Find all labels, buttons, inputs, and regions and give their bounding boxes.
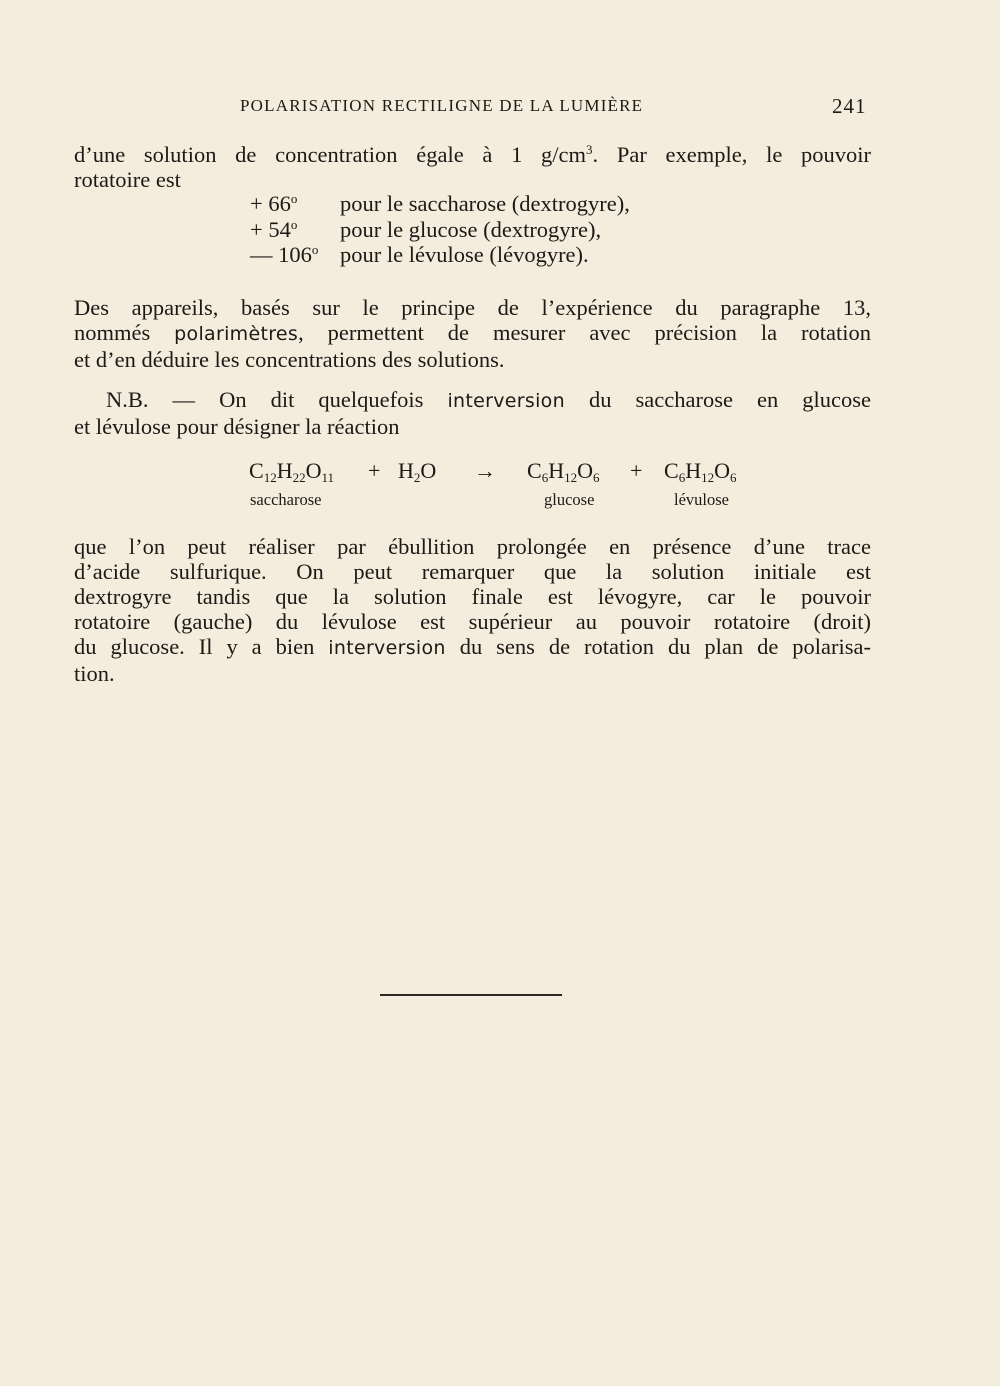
rotation-item: + $54^o$ pour le glucose (dextrogyre), xyxy=(250,216,602,242)
label-saccharose: saccharose xyxy=(250,490,322,509)
label-glucose: glucose xyxy=(544,490,595,509)
plus-sign: + xyxy=(630,458,643,483)
rotation-item: + $66^o$ pour le saccharose (dextrogyre), xyxy=(250,191,630,216)
text-line: que l’on peut réaliser par ébullition prolongée en présence d’une trace xyxy=(74,534,871,559)
text-line: nommés polarimètres, permettent de mesurer avec précision la rotation xyxy=(74,320,871,345)
rotation-item: — 106$^o$ pour le lévulose (lévogyre). xyxy=(250,242,589,267)
text-line: dextrogyre tandis que la solution finale est lévogyre, car le pouvoir xyxy=(74,584,871,609)
text-line: du glucose. Il y a bien interversion du sens de rotation du plan de polarisa- xyxy=(74,634,871,659)
paragraph-nb xyxy=(74,387,871,439)
reaction-arrow-icon: → xyxy=(474,458,496,483)
text-line: d’une solution de concentration égale à 1 $g/cm^3$. Par exemple, le pouvoir xyxy=(74,142,872,167)
formula-saccharose: $C_{12}H_{22}O_{11}$ xyxy=(249,458,334,485)
text-line: et d’en déduire les concentrations des solutions. xyxy=(74,347,505,372)
text-line: Des appareils, basés sur le principe de l’expérience du paragraphe 13, xyxy=(74,295,871,320)
section-end-rule xyxy=(380,994,562,996)
page-number: 241 xyxy=(832,94,867,118)
text-line: rotatoire (gauche) du lévulose est supérieur au pouvoir rotatoire (droit) xyxy=(74,609,871,634)
text-line: rotatoire est xyxy=(74,167,181,192)
label-levulose: lévulose xyxy=(674,490,729,509)
text-line: tion. xyxy=(74,661,115,686)
plus-sign: + xyxy=(368,458,381,483)
formula-water: $H_2O$ xyxy=(398,458,437,485)
page-header xyxy=(0,96,1000,124)
paragraph-conclusion xyxy=(74,534,871,686)
text-line: d’acide sulfurique. On peut remarquer que la solution initiale est xyxy=(74,559,871,584)
formula-levulose: $C_6H_{12}O_6$ xyxy=(664,458,737,485)
text-line: et lévulose pour désigner la réaction xyxy=(74,414,400,439)
text-line: N.B. — On dit quelquefois interversion du saccharose en glucose xyxy=(106,387,872,412)
paragraph-intro xyxy=(74,142,871,192)
paragraph-polarimeters xyxy=(74,295,871,372)
rotation-list xyxy=(250,191,630,268)
running-title: POLARISATION RECTILIGNE DE LA LUMIÈRE xyxy=(240,96,644,115)
formula-glucose: $C_6H_{12}O_6$ xyxy=(527,458,600,485)
